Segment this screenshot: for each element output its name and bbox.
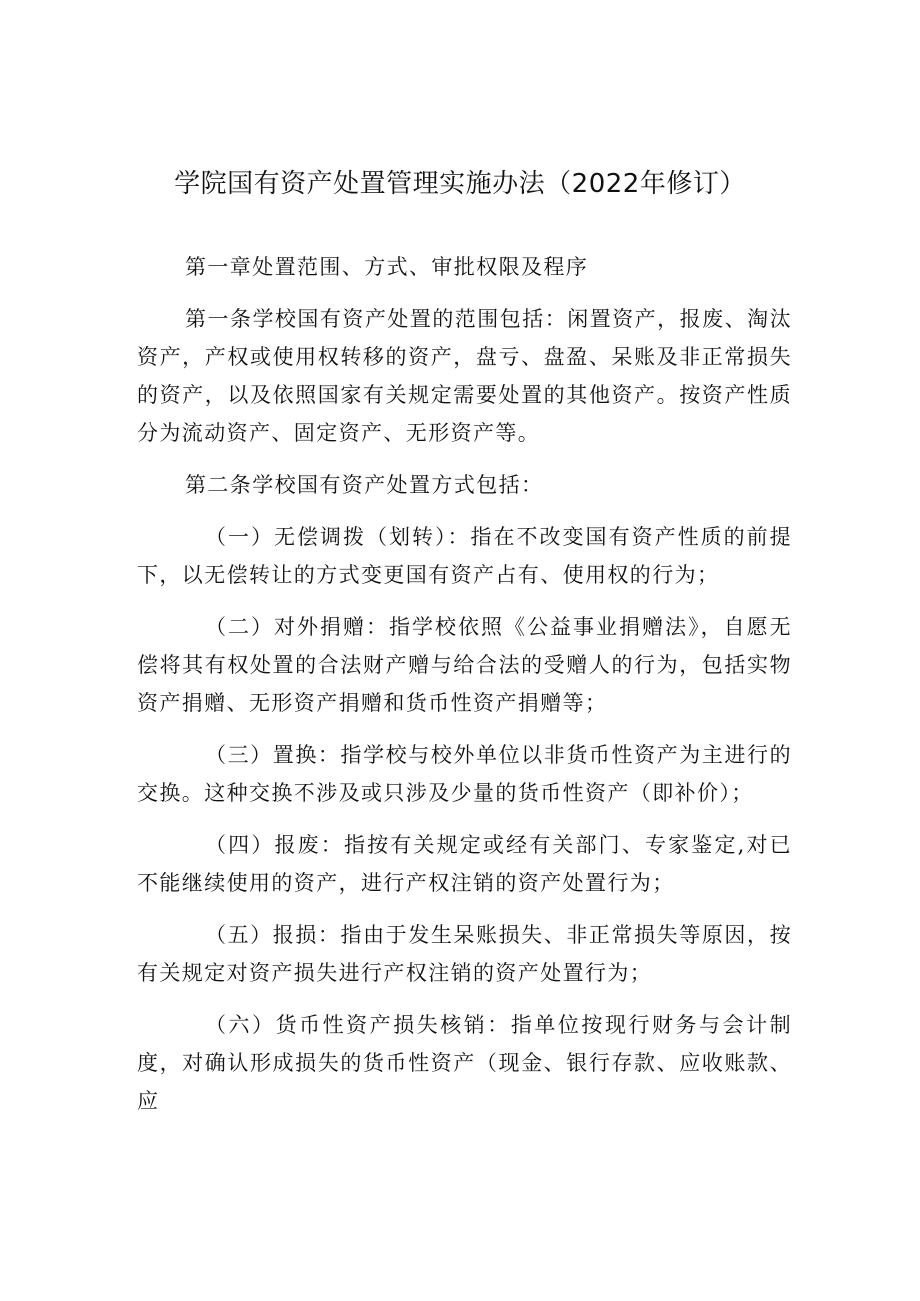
item-4-paragraph: （四）报废：指按有关规定或经有关部门、专家鉴定,对已不能继续使用的资产，进行产权注销的资产处置行为； bbox=[137, 833, 792, 895]
document-body bbox=[137, 248, 792, 1134]
item-5-paragraph: （五）报损：指由于发生呆账损失、非正常损失等原因，按有关规定对资产损失进行产权注销的资产处置行为； bbox=[137, 923, 792, 985]
document-title: 学院国有资产处置管理实施办法（2022年修订） bbox=[174, 169, 746, 199]
item-1-paragraph: （一）无偿调拨（划转）：指在不改变国有资产性质的前提下，以无偿转让的方式变更国有资产占有、使用权的行为； bbox=[137, 525, 792, 587]
item-3-paragraph: （三）置换：指学校与校外单位以非货币性资产为主进行的交换。这种交换不涉及或只涉及少量的货币性资产（即补价）； bbox=[137, 743, 792, 805]
chapter-heading: 第一章处置范围、方式、审批权限及程序 bbox=[185, 255, 589, 279]
item-6-paragraph: （六）货币性资产损失核销：指单位按现行财务与会计制度，对确认形成损失的货币性资产（现金、银行存款、应收账款、应 bbox=[137, 1013, 792, 1113]
article-2-paragraph: 第二条学校国有资产处置方式包括： bbox=[185, 473, 544, 497]
article-1-paragraph: 第一条学校国有资产处置的范围包括：闲置资产，报废、淘汰资产，产权或使用权转移的资产，盘亏、盘盈、呆账及非正常损失的资产，以及依照国家有关规定需要处置的其他资产。按资产性质分为流动资产、固定资产、无形资产等。 bbox=[137, 307, 792, 445]
item-2-paragraph: （二）对外捐赠：指学校依照《公益事业捐赠法》，自愿无偿将其有权处置的合法财产赠与给合法的受赠人的行为，包括实物资产捐赠、无形资产捐赠和货币性资产捐赠等； bbox=[137, 615, 792, 715]
